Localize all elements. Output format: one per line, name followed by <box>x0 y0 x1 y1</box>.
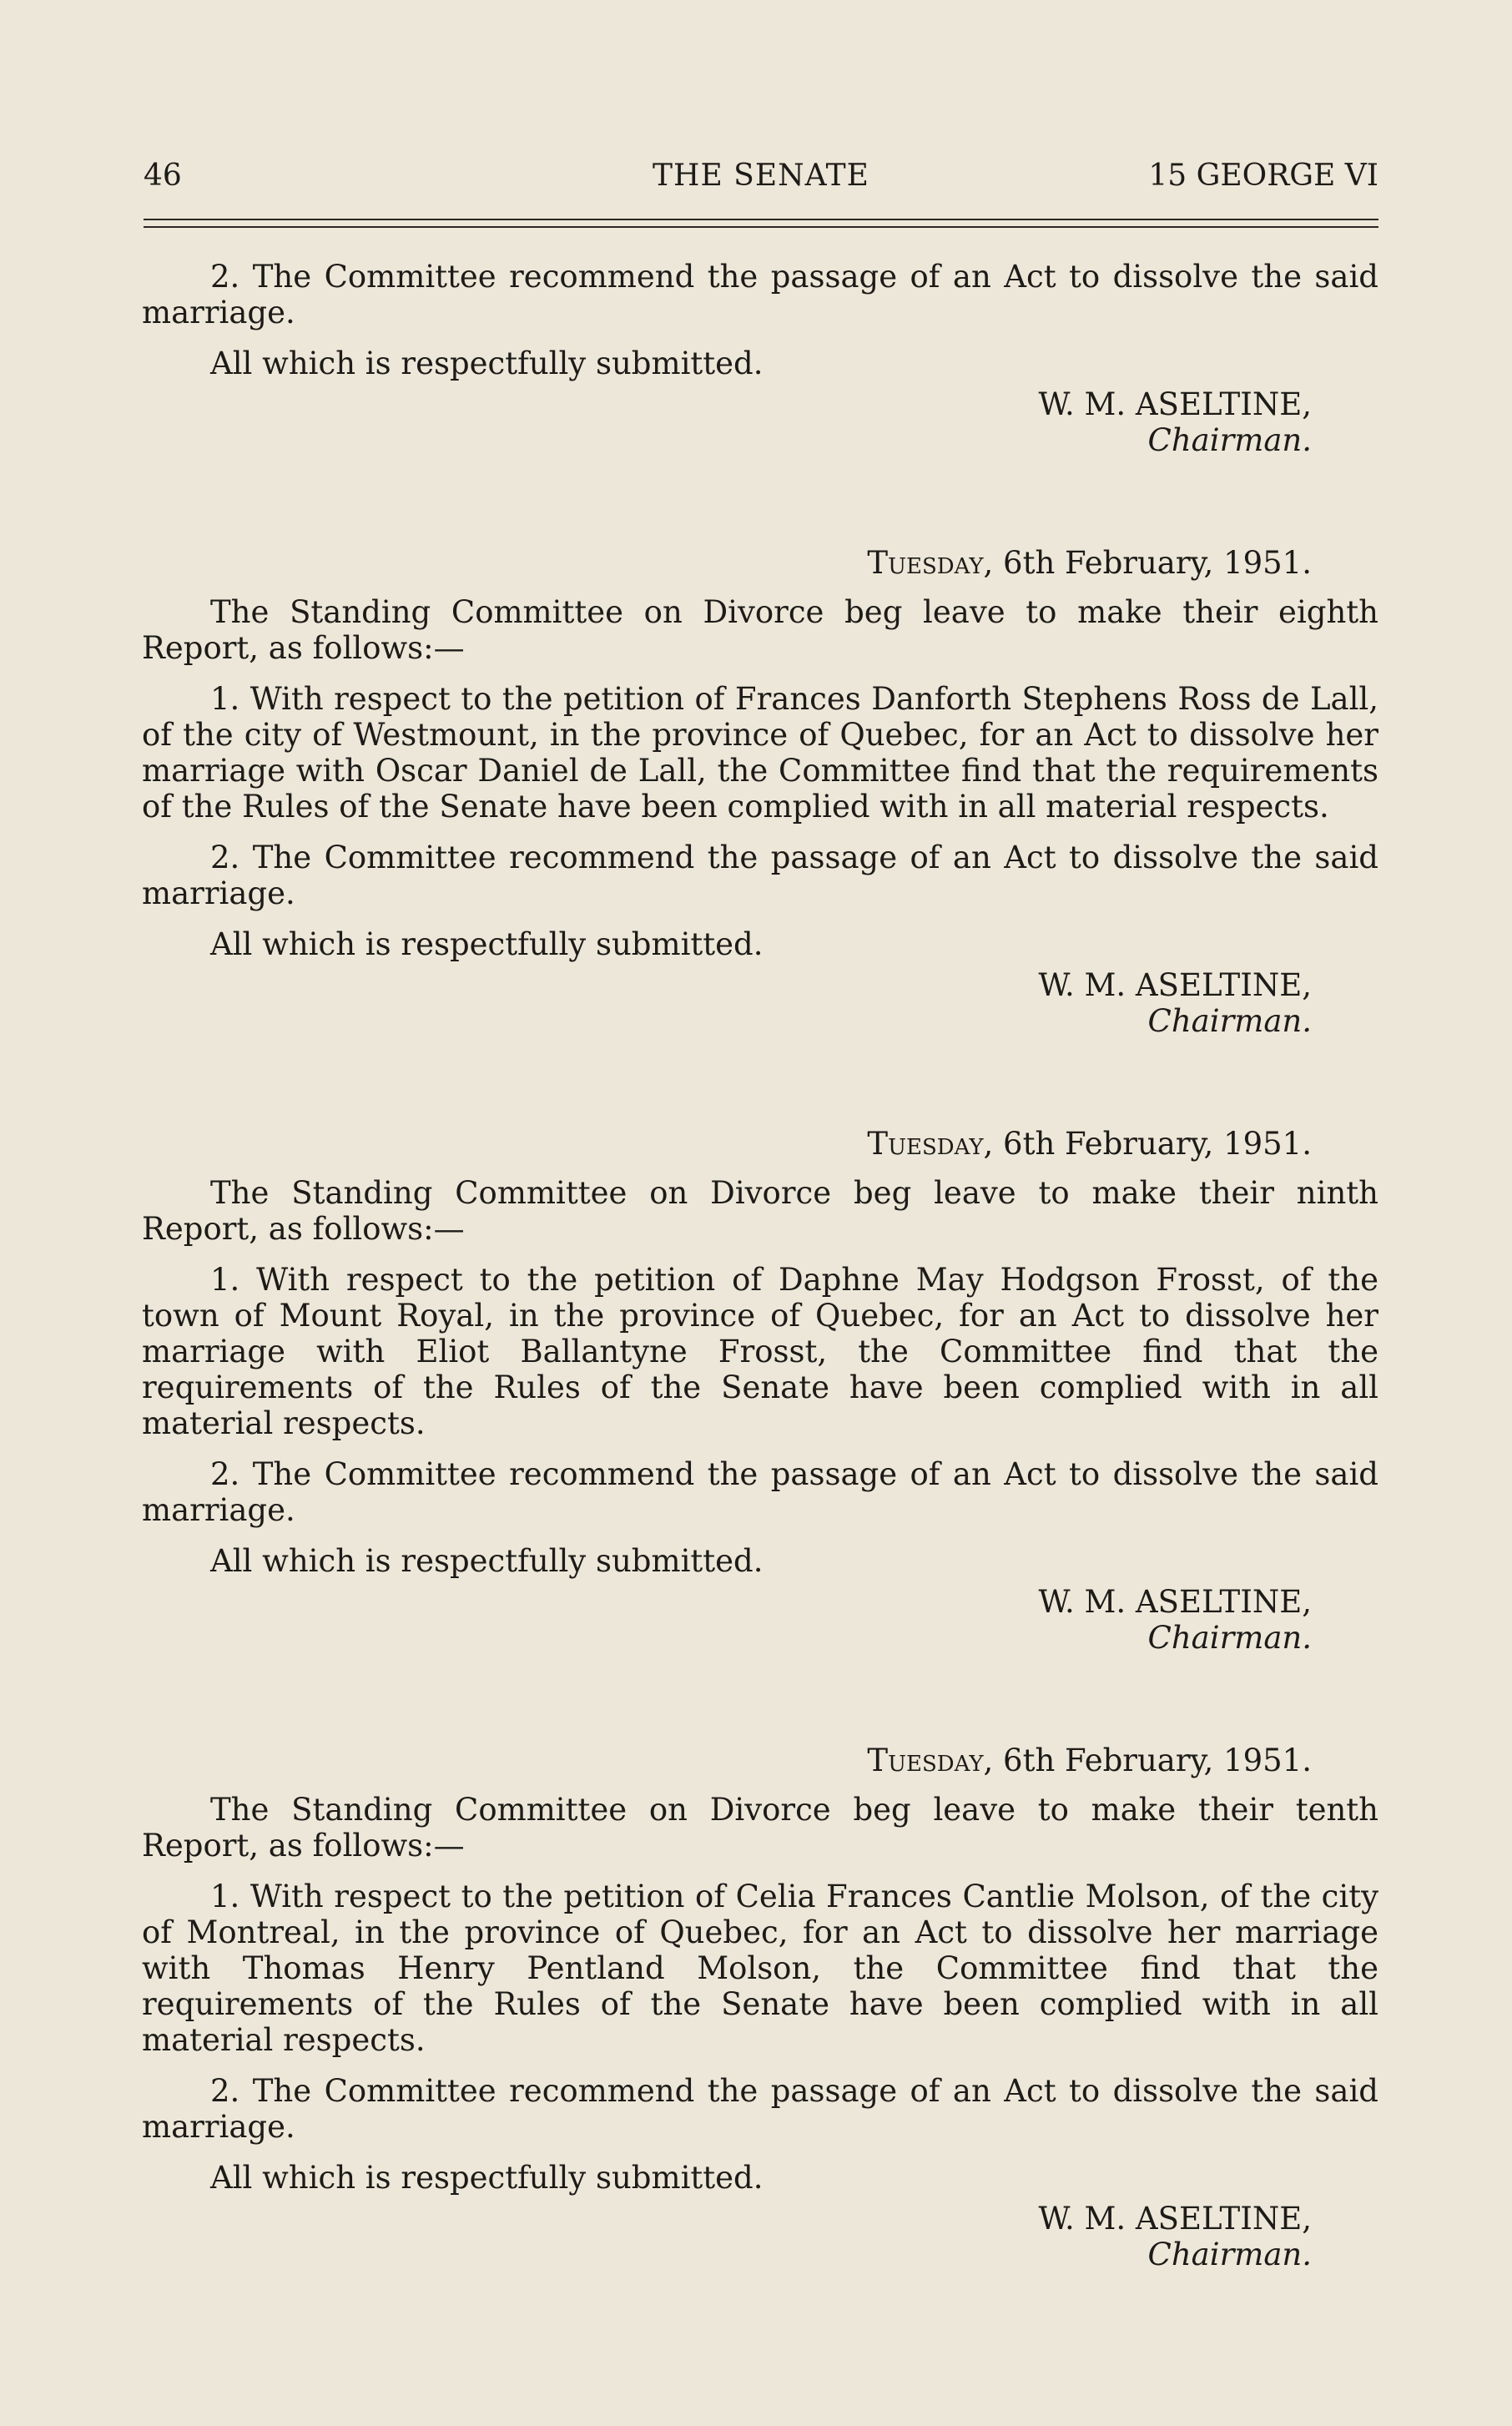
header-reign: 15 GEORGE VI <box>1148 159 1378 193</box>
page-body <box>142 259 1378 2272</box>
report-preamble: The Standing Committee on Divorce beg leave to make their ninth Report, as follows:— <box>142 1175 1378 1247</box>
continued-report <box>142 259 1378 458</box>
paragraph-2: 2. The Committee recommend the passage of an Act to dissolve the said marriage. <box>142 2073 1378 2145</box>
submitted-line: All which is respectfully submitted. <box>210 2160 764 2196</box>
paragraph-1: 1. With respect to the petition of Daphne May Hodgson Frosst, of the town of Mount Royal, in the province of Quebec, for an Act to dissolve her marriage with Eliot Ballantyne Frosst, the Committee find that the requirements of the Rules of the Senate have been complied with in all material respects. <box>142 1262 1378 1441</box>
signature-name: W. M. ASELTINE, <box>1038 386 1312 422</box>
signature <box>142 967 1312 1039</box>
signature-role: Chairman. <box>1147 1003 1312 1039</box>
report-tenth <box>142 1743 1378 2272</box>
submitted-line: All which is respectfully submitted. <box>210 1543 764 1579</box>
report-ninth <box>142 1126 1378 1656</box>
paragraph-2: 2. The Committee recommend the passage of an Act to dissolve the said marriage. <box>142 259 1378 330</box>
header-rule-bottom <box>144 226 1378 228</box>
date-text: 6th February, 1951. <box>993 545 1312 581</box>
submitted-line: All which is respectfully submitted. <box>210 926 764 962</box>
signature <box>142 2201 1312 2272</box>
date-text: 6th February, 1951. <box>993 1126 1312 1162</box>
date-weekday: Tuesday, <box>867 1743 994 1778</box>
report-preamble: The Standing Committee on Divorce beg leave to make their eighth Report, as follows:— <box>142 594 1378 666</box>
submitted-line: All which is respectfully submitted. <box>210 345 764 381</box>
report-eighth <box>142 545 1378 1039</box>
date-text: 6th February, 1951. <box>993 1743 1312 1778</box>
signature-name: W. M. ASELTINE, <box>1038 1584 1312 1620</box>
header-title: THE SENATE <box>653 159 869 193</box>
paragraph-1: 1. With respect to the petition of Frances Danforth Stephens Ross de Lall, of the city of Westmount, in the province of Quebec, for an Act to dissolve her marriage with Oscar Daniel de Lall, the Committee find that the requirements of the Rules of the Senate have been complied with in all material respects. <box>142 681 1378 825</box>
signature-role: Chairman. <box>1147 2237 1312 2272</box>
signature <box>142 386 1312 458</box>
paragraph-1: 1. With respect to the petition of Celia Frances Cantlie Molson, of the city of Montreal, in the province of Quebec, for an Act to dissolve her marriage with Thomas Henry Pentland Molson, the Committee find that the requirements of the Rules of the Senate have been complied with in all material respects. <box>142 1879 1378 2058</box>
signature-name: W. M. ASELTINE, <box>1038 2201 1312 2237</box>
report-date <box>142 1126 1312 1162</box>
report-preamble: The Standing Committee on Divorce beg leave to make their tenth Report, as follows:— <box>142 1792 1378 1864</box>
header-rule-top <box>144 219 1378 220</box>
report-date <box>142 545 1312 581</box>
page-number: 46 <box>144 159 182 193</box>
paragraph-2: 2. The Committee recommend the passage of an Act to dissolve the said marriage. <box>142 840 1378 911</box>
signature-name: W. M. ASELTINE, <box>1038 967 1312 1003</box>
date-weekday: Tuesday, <box>867 545 994 581</box>
report-date <box>142 1743 1312 1778</box>
signature <box>142 1584 1312 1656</box>
signature-role: Chairman. <box>1147 422 1312 458</box>
date-weekday: Tuesday, <box>867 1126 994 1162</box>
paragraph-2: 2. The Committee recommend the passage of an Act to dissolve the said marriage. <box>142 1456 1378 1528</box>
signature-role: Chairman. <box>1147 1620 1312 1656</box>
